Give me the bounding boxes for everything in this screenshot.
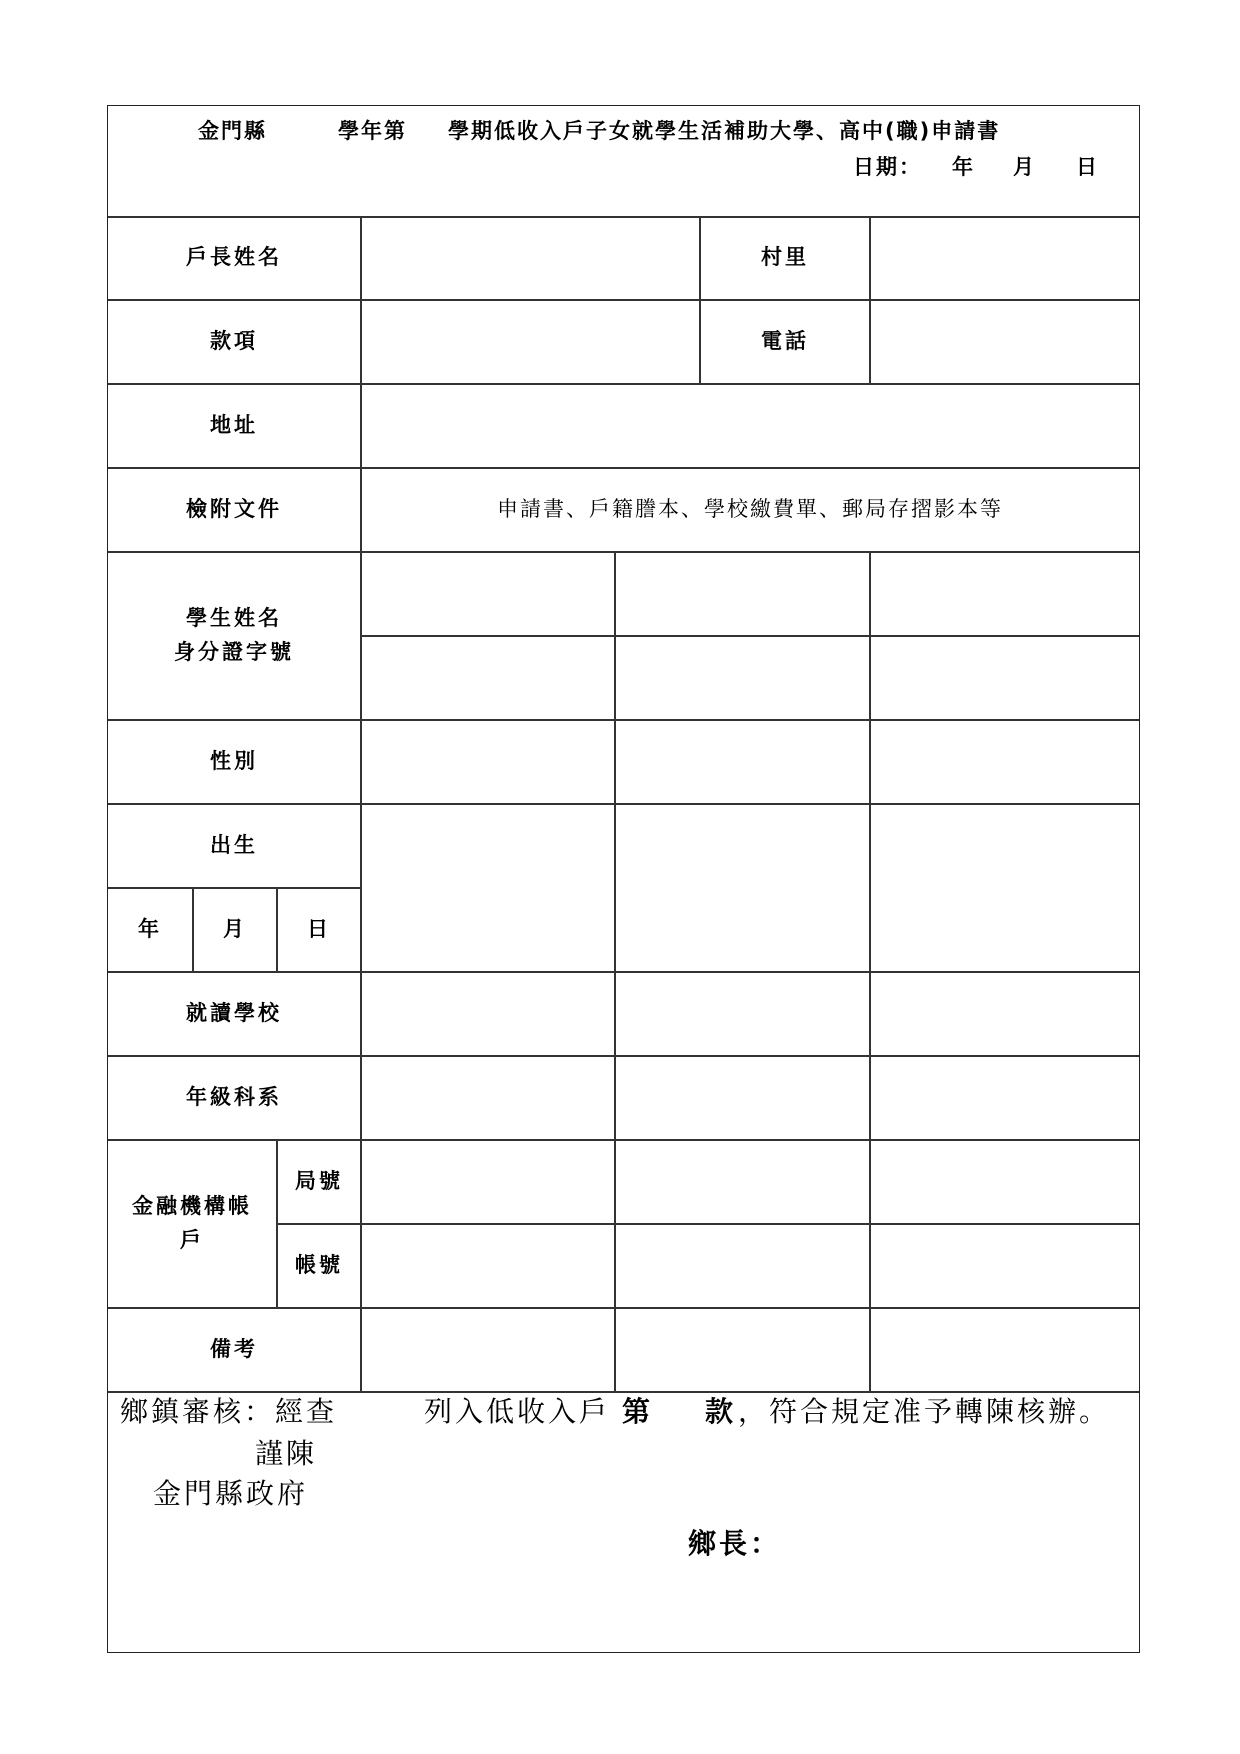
- label-attachments: 檢附文件: [186, 497, 282, 522]
- attachments-value: 申請書、戶籍謄本、學校繳費單、郵局存摺影本等: [497, 497, 1003, 522]
- label-branch-no: 局號: [295, 1169, 343, 1194]
- grid-line: [360, 635, 1139, 637]
- label-bank-account-line2: 戶: [180, 1228, 204, 1252]
- label-bank-account: [108, 1140, 276, 1308]
- label-birth-year: 年: [138, 917, 162, 942]
- label-school: 就讀學校: [186, 1001, 282, 1026]
- application-form: [107, 105, 1140, 1653]
- review-submit: 謹陳: [255, 1437, 318, 1470]
- date-day: 日: [1076, 155, 1099, 179]
- label-household-head: 戶長姓名: [186, 245, 282, 270]
- date-month: 月: [1013, 155, 1036, 179]
- label-gender: 性別: [210, 749, 258, 774]
- label-phone: 電話: [761, 329, 809, 354]
- label-bank-account-line1: 金融機構帳: [132, 1194, 252, 1219]
- label-category: 款項: [210, 329, 258, 354]
- grid-line: [869, 551, 871, 1391]
- title-year: 學年第: [338, 119, 407, 143]
- label-student-name: 學生姓名: [186, 606, 282, 631]
- label-account-no: 帳號: [295, 1253, 343, 1278]
- label-village: 村里: [761, 245, 809, 270]
- title-main: 學期低收入戶子女就學生活補助大學、高中(職)申請書: [448, 119, 1001, 143]
- date-year: 年: [952, 155, 975, 179]
- label-grade-dept: 年級科系: [186, 1085, 282, 1110]
- label-birth-month: 月: [223, 917, 247, 942]
- review-check: 鄉鎮審核：經查: [120, 1395, 338, 1428]
- review-mayor: 鄉長：: [688, 1527, 782, 1560]
- review-listed: 列入低收入戶: [424, 1395, 611, 1428]
- title-county: 金門縣: [198, 119, 267, 143]
- review-category-word: 款: [705, 1395, 737, 1428]
- grid-line: [614, 551, 616, 1391]
- label-id-number: 身分證字號: [174, 640, 294, 664]
- review-approve: ，符合規定准予轉陳核辦。: [738, 1395, 1111, 1428]
- label-student-id: [108, 552, 360, 720]
- review-recipient: 金門縣政府: [153, 1477, 309, 1510]
- grid-line: [276, 1223, 1139, 1225]
- label-remarks: 備考: [210, 1337, 258, 1362]
- label-birth: 出生: [210, 833, 258, 858]
- review-ordinal: 第: [622, 1395, 654, 1428]
- label-address: 地址: [210, 413, 258, 438]
- date-label: 日期：: [853, 155, 922, 179]
- label-birth-day: 日: [307, 917, 331, 942]
